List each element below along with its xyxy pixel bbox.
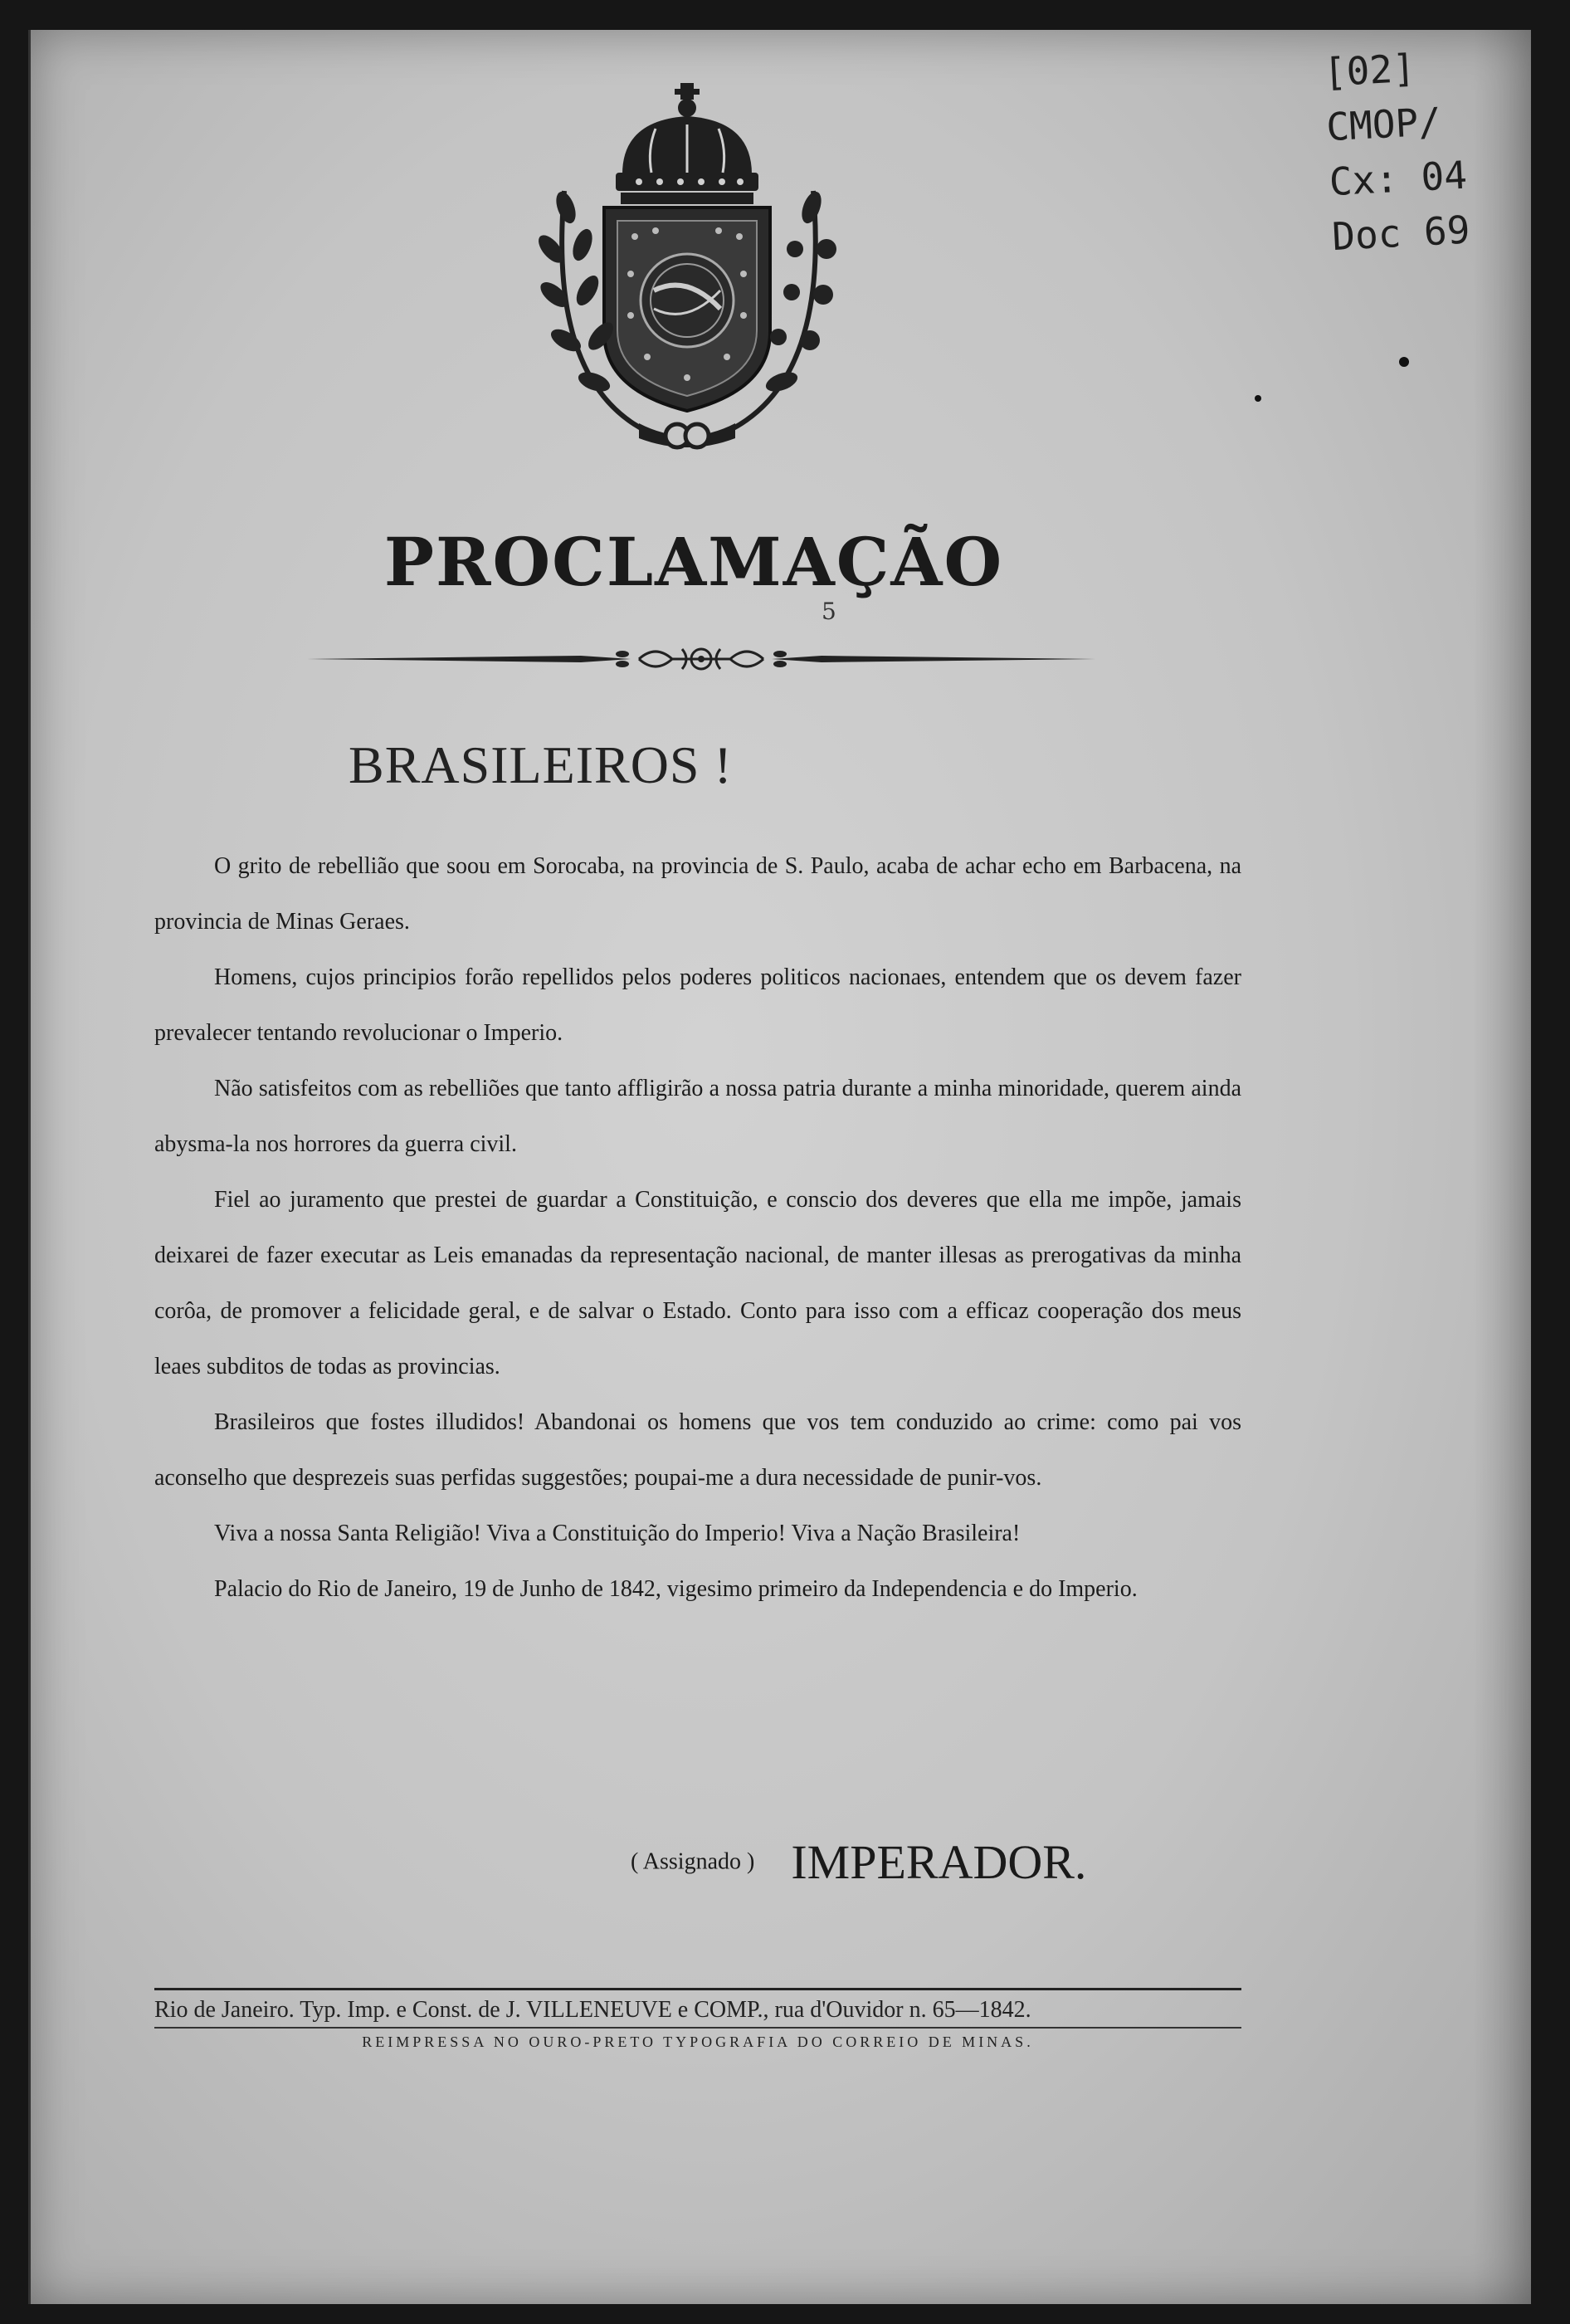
- archive-note-line: CMOP/: [1325, 99, 1443, 150]
- paragraph: Não satisfeitos com as rebelliões que tanto affligirão a nossa patria durante a minha minoridade, querem ainda abysma-la nos horrores da guerra civil.: [154, 1076, 1241, 1157]
- reprint-line: REIMPRESSA NO OURO-PRETO TYPOGRAFIA DO CORREIO DE MINAS.: [362, 2034, 1034, 2050]
- decorative-divider-icon: [307, 641, 1095, 677]
- paragraph: Homens, cujos principios forão repellidos pelos poderes politicos nacionaes, entendem que os devem fazer prevalecer tentando revolucionar o Imperio.: [154, 964, 1241, 1046]
- archive-note-line: [02]: [1322, 45, 1417, 95]
- assigned-label: ( Assignado ): [631, 1848, 755, 1875]
- archive-note-line: Doc 69: [1330, 207, 1471, 260]
- page-title: PROCLAMAÇÃO: [383, 523, 1004, 601]
- paragraph: Viva a nossa Santa Religião! Viva a Constituição do Imperio! Viva a Nação Brasileira!: [214, 1521, 1021, 1546]
- paragraph: Fiel ao juramento que prestei de guardar a Constituição, e conscio dos deveres que ella me impõe, jamais deixarei de fazer executar as Leis emanadas da representação nacional, de manter illesas as prerogativas da minha corôa, de promover a felicidade geral, e de salvar o Estado. Conto para isso com a efficaz cooperação dos meus leaes subditos de todas as provincias.: [154, 1187, 1241, 1379]
- paragraph: Brasileiros que fostes illudidos! Abandonai os homens que vos tem conduzido ao crime: como pai vos aconselho que desprezeis suas perfidas suggestões; poupai-me a dura necessidade de punir-vos.: [154, 1409, 1241, 1491]
- archive-handwritten-note: [1322, 35, 1532, 264]
- imperial-coat-of-arms-icon: [514, 83, 863, 456]
- paragraph: O grito de rebellião que soou em Sorocaba, na provincia de S. Paulo, acaba de achar echo em Barbacena, na provincia de Minas Geraes.: [154, 853, 1241, 935]
- title-cedilla-mark: 5: [822, 598, 836, 625]
- printer-line: Rio de Janeiro. Typ. Imp. e Const. de J. VILLENEUVE e COMP., rua d'Ouvidor n. 65—1842.: [154, 1997, 1241, 2029]
- signer-name: IMPERADOR.: [791, 1835, 1087, 1889]
- proclamation-body: [154, 838, 1241, 1617]
- signature-block: [631, 1834, 1261, 1890]
- paragraph: Palacio do Rio de Janeiro, 19 de Junho de 1842, vigesimo primeiro da Independencia e do Imperio.: [214, 1576, 1138, 1602]
- ink-speck: [1255, 395, 1261, 402]
- archive-note-line: Cx: 04: [1328, 152, 1469, 205]
- ink-speck: [1399, 357, 1409, 367]
- printer-imprint: [154, 1988, 1241, 2051]
- salutation-heading: BRASILEIROS !: [349, 735, 733, 794]
- paper-fold-shadow: [1473, 30, 1531, 2304]
